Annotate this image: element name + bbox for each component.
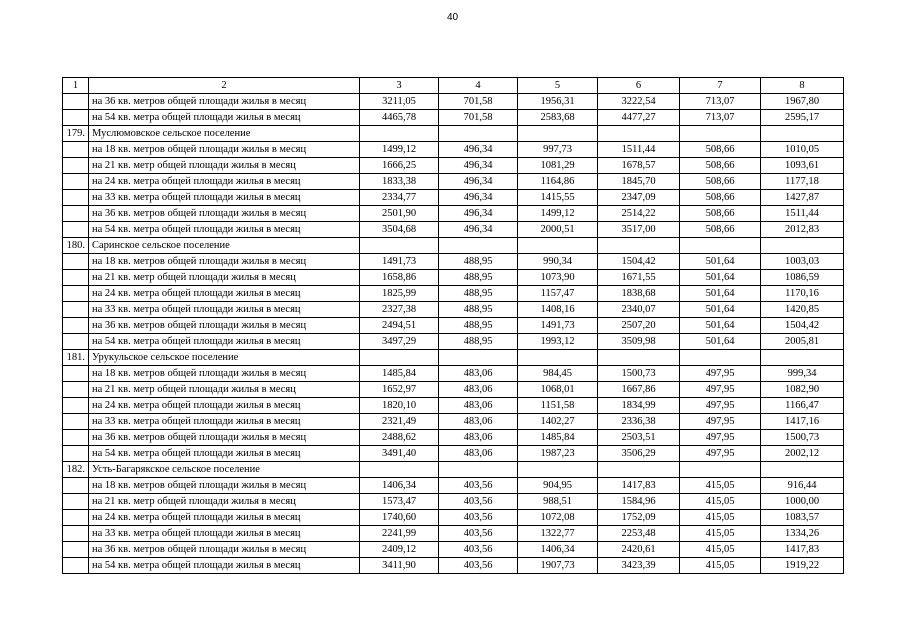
value-cell: 3211,05 [360,94,439,110]
table-row [63,174,844,190]
value-cell: 1406,34 [360,478,439,494]
value-cell: 713,07 [680,94,761,110]
value-cell: 1010,05 [761,142,844,158]
row-description: на 33 кв. метра общей площади жилья в месяц [89,190,360,206]
value-cell: 2503,51 [598,430,680,446]
table-row [63,302,844,318]
row-number [63,318,89,334]
row-number [63,526,89,542]
table-row [63,558,844,574]
settlement-name: Усть-Багарякское сельское поселение [89,462,360,478]
row-number [63,558,89,574]
value-cell: 1427,87 [761,190,844,206]
table-row [63,334,844,350]
row-number [63,430,89,446]
row-number [63,254,89,270]
value-cell: 1987,23 [518,446,598,462]
value-cell: 1511,44 [598,142,680,158]
value-cell: 916,44 [761,478,844,494]
column-header: 2 [89,78,360,94]
value-cell: 1068,01 [518,382,598,398]
value-cell [680,350,761,366]
row-description: на 18 кв. метров общей площади жилья в месяц [89,254,360,270]
value-cell: 501,64 [680,302,761,318]
page-number: 40 [446,12,459,23]
value-cell: 1081,29 [518,158,598,174]
value-cell: 1652,97 [360,382,439,398]
value-cell: 1504,42 [598,254,680,270]
value-cell: 508,66 [680,222,761,238]
value-cell: 3423,39 [598,558,680,574]
table-row [63,430,844,446]
value-cell: 1678,57 [598,158,680,174]
row-number [63,158,89,174]
value-cell: 1415,55 [518,190,598,206]
table-row [63,142,844,158]
value-cell: 488,95 [439,318,518,334]
row-description: на 36 кв. метров общей площади жилья в месяц [89,318,360,334]
row-description: на 54 кв. метра общей площади жилья в месяц [89,446,360,462]
row-number [63,334,89,350]
value-cell: 988,51 [518,494,598,510]
row-description: на 18 кв. метров общей площади жилья в месяц [89,142,360,158]
value-cell: 501,64 [680,270,761,286]
value-cell [518,462,598,478]
value-cell: 496,34 [439,206,518,222]
value-cell: 1838,68 [598,286,680,302]
value-cell: 1485,84 [518,430,598,446]
value-cell: 1164,86 [518,174,598,190]
value-cell: 4465,78 [360,110,439,126]
row-description: на 21 кв. метр общей площади жилья в месяц [89,270,360,286]
settlement-name: Муслюмовское сельское поселение [89,126,360,142]
value-cell: 2595,17 [761,110,844,126]
value-cell: 2501,90 [360,206,439,222]
value-cell: 1417,83 [598,478,680,494]
row-number [63,510,89,526]
value-cell: 508,66 [680,142,761,158]
table-row [63,526,844,542]
value-cell [761,126,844,142]
table-row [63,190,844,206]
table-row [63,286,844,302]
value-cell [598,462,680,478]
value-cell [761,462,844,478]
value-cell: 403,56 [439,542,518,558]
value-cell: 990,34 [518,254,598,270]
value-cell [518,238,598,254]
row-number [63,286,89,302]
value-cell: 3504,68 [360,222,439,238]
value-cell: 2336,38 [598,414,680,430]
value-cell: 984,45 [518,366,598,382]
value-cell: 501,64 [680,286,761,302]
column-header: 1 [63,78,89,94]
value-cell: 1485,84 [360,366,439,382]
row-description: на 33 кв. метра общей площади жилья в месяц [89,414,360,430]
value-cell: 1511,44 [761,206,844,222]
value-cell: 508,66 [680,190,761,206]
value-cell: 488,95 [439,302,518,318]
value-cell: 1086,59 [761,270,844,286]
value-cell: 3491,40 [360,446,439,462]
value-cell: 2000,51 [518,222,598,238]
value-cell: 1151,58 [518,398,598,414]
value-cell: 997,73 [518,142,598,158]
row-description: на 21 кв. метр общей площади жилья в месяц [89,494,360,510]
value-cell [439,462,518,478]
table-row [63,158,844,174]
row-description: на 54 кв. метра общей площади жилья в месяц [89,222,360,238]
value-cell: 2340,07 [598,302,680,318]
table-row [63,318,844,334]
value-cell [680,462,761,478]
table-row [63,510,844,526]
value-cell: 501,64 [680,254,761,270]
row-number [63,446,89,462]
value-cell: 2253,48 [598,526,680,542]
value-cell: 483,06 [439,430,518,446]
value-cell: 1907,73 [518,558,598,574]
table-row [63,382,844,398]
row-number [63,366,89,382]
value-cell: 497,95 [680,446,761,462]
value-cell: 415,05 [680,542,761,558]
value-cell: 496,34 [439,190,518,206]
row-description: на 33 кв. метра общей площади жилья в месяц [89,302,360,318]
row-description: на 54 кв. метра общей площади жилья в месяц [89,558,360,574]
row-number [63,414,89,430]
value-cell [360,238,439,254]
value-cell: 1833,38 [360,174,439,190]
value-cell [518,350,598,366]
value-cell: 1667,86 [598,382,680,398]
value-cell: 1003,03 [761,254,844,270]
value-cell: 2583,68 [518,110,598,126]
value-cell: 1082,90 [761,382,844,398]
value-cell: 496,34 [439,142,518,158]
value-cell: 1584,96 [598,494,680,510]
value-cell: 488,95 [439,254,518,270]
value-cell: 483,06 [439,446,518,462]
table-row [63,366,844,382]
value-cell [518,126,598,142]
value-cell: 2012,83 [761,222,844,238]
tariff-table-body [63,78,844,574]
value-cell [598,350,680,366]
value-cell: 4477,27 [598,110,680,126]
value-cell: 3517,00 [598,222,680,238]
row-number: 182. [63,462,89,478]
row-number [63,302,89,318]
value-cell: 2507,20 [598,318,680,334]
row-number [63,110,89,126]
table-row [63,270,844,286]
value-cell: 2327,38 [360,302,439,318]
value-cell: 497,95 [680,398,761,414]
value-cell: 1402,27 [518,414,598,430]
value-cell: 403,56 [439,526,518,542]
value-cell: 1491,73 [518,318,598,334]
value-cell: 2488,62 [360,430,439,446]
value-cell: 1658,86 [360,270,439,286]
row-description: на 36 кв. метров общей площади жилья в месяц [89,430,360,446]
value-cell: 1666,25 [360,158,439,174]
row-description: на 36 кв. метров общей площади жилья в месяц [89,94,360,110]
value-cell: 1500,73 [761,430,844,446]
column-header: 7 [680,78,761,94]
value-cell: 1334,26 [761,526,844,542]
row-number [63,382,89,398]
row-description: на 33 кв. метра общей площади жилья в месяц [89,526,360,542]
column-header: 8 [761,78,844,94]
value-cell: 496,34 [439,222,518,238]
value-cell: 1752,09 [598,510,680,526]
value-cell: 1157,47 [518,286,598,302]
row-number: 180. [63,238,89,254]
row-description: на 18 кв. метров общей площади жилья в месяц [89,366,360,382]
value-cell: 2347,09 [598,190,680,206]
row-description: на 54 кв. метра общей площади жилья в месяц [89,110,360,126]
value-cell: 1420,85 [761,302,844,318]
value-cell: 1322,77 [518,526,598,542]
value-cell [761,350,844,366]
value-cell: 1573,47 [360,494,439,510]
value-cell: 3497,29 [360,334,439,350]
value-cell: 1170,16 [761,286,844,302]
value-cell [598,126,680,142]
value-cell [761,238,844,254]
value-cell: 1491,73 [360,254,439,270]
row-number [63,190,89,206]
column-header: 4 [439,78,518,94]
row-number [63,494,89,510]
row-number: 181. [63,350,89,366]
value-cell: 3222,54 [598,94,680,110]
value-cell: 1504,42 [761,318,844,334]
value-cell: 904,95 [518,478,598,494]
value-cell: 1406,34 [518,542,598,558]
column-header: 6 [598,78,680,94]
value-cell: 483,06 [439,382,518,398]
value-cell: 403,56 [439,494,518,510]
row-description: на 36 кв. метров общей площади жилья в месяц [89,542,360,558]
row-number [63,398,89,414]
column-header: 5 [518,78,598,94]
value-cell: 2005,81 [761,334,844,350]
value-cell: 488,95 [439,334,518,350]
value-cell: 713,07 [680,110,761,126]
value-cell: 2241,99 [360,526,439,542]
value-cell: 508,66 [680,206,761,222]
value-cell: 1956,31 [518,94,598,110]
value-cell: 701,58 [439,110,518,126]
table-row [63,222,844,238]
row-description: на 18 кв. метров общей площади жилья в месяц [89,478,360,494]
value-cell [360,126,439,142]
table-row [63,446,844,462]
row-description: на 24 кв. метра общей площади жилья в месяц [89,510,360,526]
row-description: на 21 кв. метр общей площади жилья в месяц [89,382,360,398]
value-cell [439,126,518,142]
value-cell: 999,34 [761,366,844,382]
tariff-table [62,77,844,574]
value-cell: 1072,08 [518,510,598,526]
value-cell: 2494,51 [360,318,439,334]
value-cell: 1093,61 [761,158,844,174]
value-cell: 497,95 [680,414,761,430]
row-number [63,206,89,222]
row-description: на 21 кв. метр общей площади жилья в месяц [89,158,360,174]
header-row [63,78,844,94]
value-cell: 1499,12 [518,206,598,222]
value-cell: 1671,55 [598,270,680,286]
value-cell: 2002,12 [761,446,844,462]
table-row [63,542,844,558]
value-cell [680,126,761,142]
row-number [63,478,89,494]
value-cell: 497,95 [680,366,761,382]
row-number [63,222,89,238]
value-cell: 496,34 [439,174,518,190]
row-description: на 24 кв. метра общей площади жилья в месяц [89,398,360,414]
row-description: на 24 кв. метра общей площади жилья в месяц [89,286,360,302]
value-cell [360,462,439,478]
value-cell: 1845,70 [598,174,680,190]
value-cell: 701,58 [439,94,518,110]
table-row [63,398,844,414]
settlement-header-row [63,462,844,478]
value-cell: 483,06 [439,398,518,414]
table-row [63,478,844,494]
row-description: на 24 кв. метра общей площади жилья в месяц [89,174,360,190]
value-cell: 1083,57 [761,510,844,526]
value-cell: 415,05 [680,510,761,526]
value-cell: 488,95 [439,286,518,302]
column-header: 3 [360,78,439,94]
value-cell: 3509,98 [598,334,680,350]
table-row [63,206,844,222]
row-number [63,94,89,110]
value-cell: 1177,18 [761,174,844,190]
settlement-header-row [63,126,844,142]
table-row [63,110,844,126]
row-description: на 54 кв. метра общей площади жилья в месяц [89,334,360,350]
table-row [63,414,844,430]
value-cell: 483,06 [439,414,518,430]
value-cell: 415,05 [680,526,761,542]
row-number [63,270,89,286]
value-cell: 1417,83 [761,542,844,558]
value-cell: 497,95 [680,382,761,398]
value-cell [360,350,439,366]
table-row [63,494,844,510]
value-cell: 1993,12 [518,334,598,350]
value-cell: 1820,10 [360,398,439,414]
row-number [63,542,89,558]
row-number: 179. [63,126,89,142]
value-cell: 3506,29 [598,446,680,462]
value-cell: 415,05 [680,494,761,510]
value-cell: 1834,99 [598,398,680,414]
settlement-name: Саринское сельское поселение [89,238,360,254]
value-cell: 1073,90 [518,270,598,286]
value-cell: 1740,60 [360,510,439,526]
value-cell: 1967,80 [761,94,844,110]
value-cell: 2409,12 [360,542,439,558]
value-cell: 1417,16 [761,414,844,430]
value-cell: 1166,47 [761,398,844,414]
value-cell: 1000,00 [761,494,844,510]
value-cell: 1408,16 [518,302,598,318]
settlement-name: Урукульское сельское поселение [89,350,360,366]
row-description: на 36 кв. метров общей площади жилья в месяц [89,206,360,222]
value-cell: 1500,73 [598,366,680,382]
value-cell: 508,66 [680,174,761,190]
table-row [63,94,844,110]
row-number [63,142,89,158]
value-cell: 403,56 [439,558,518,574]
value-cell: 403,56 [439,510,518,526]
value-cell: 508,66 [680,158,761,174]
row-number [63,174,89,190]
value-cell: 496,34 [439,158,518,174]
value-cell: 403,56 [439,478,518,494]
settlement-header-row [63,350,844,366]
value-cell: 497,95 [680,430,761,446]
value-cell [439,350,518,366]
value-cell: 2420,61 [598,542,680,558]
value-cell [680,238,761,254]
value-cell: 415,05 [680,478,761,494]
value-cell: 501,64 [680,334,761,350]
settlement-header-row [63,238,844,254]
value-cell: 1825,99 [360,286,439,302]
value-cell: 1499,12 [360,142,439,158]
value-cell: 2514,22 [598,206,680,222]
value-cell: 501,64 [680,318,761,334]
value-cell: 415,05 [680,558,761,574]
value-cell: 2321,49 [360,414,439,430]
value-cell: 483,06 [439,366,518,382]
value-cell [439,238,518,254]
value-cell: 2334,77 [360,190,439,206]
value-cell: 3411,90 [360,558,439,574]
table-row [63,254,844,270]
value-cell: 488,95 [439,270,518,286]
value-cell [598,238,680,254]
value-cell: 1919,22 [761,558,844,574]
